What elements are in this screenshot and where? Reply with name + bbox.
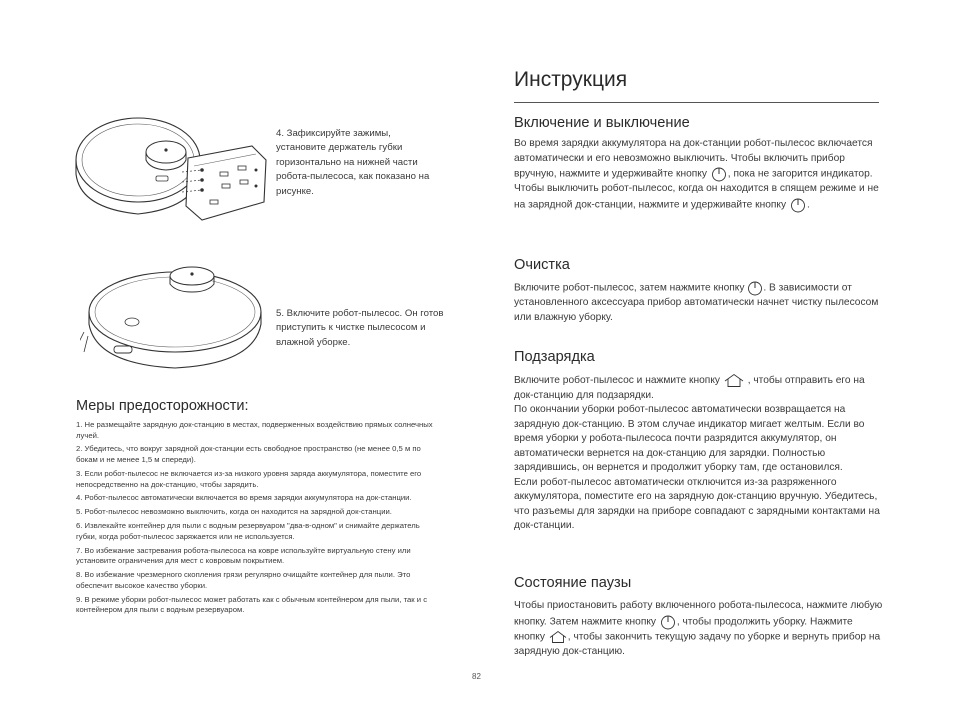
power-button-icon — [659, 614, 677, 630]
precaution-item: 5. Робот-пылесос невозможно выключить, когда он находится на зарядной док-станции. — [76, 507, 392, 517]
precaution-item: 7. Во избежание застревания робота-пылесоса на ковре используйте виртуальную стену или установите ограничения для мест с ковровым покрытием. — [76, 545, 411, 566]
title-divider — [514, 102, 879, 103]
precaution-item: 1. Не размещайте зарядную док-станцию в местах, подверженных воздействию прямых солнечных лучей. — [76, 420, 433, 440]
charge-text-b: , чтобы отправить его на док-станцию для подзарядки. — [514, 375, 865, 401]
power-button-icon — [710, 166, 728, 182]
power-section-text — [514, 137, 884, 213]
charge-text-a: Включите робот-пылесос и нажмите кнопку — [514, 375, 720, 387]
power-button-icon — [747, 280, 763, 296]
power-button-icon — [789, 197, 807, 213]
clean-section-heading: Очистка — [514, 257, 570, 273]
clean-section-text — [514, 280, 884, 325]
clean-text-a: Включите робот-пылесос, затем нажмите кнопку — [514, 282, 745, 294]
page-number: 82 — [472, 672, 481, 681]
precaution-item: 3. Если робот-пылесос не включается из-за низкого уровня заряда аккумулятора, поместите его непосредственно на док-станцию, чтобы зарядить. — [76, 468, 422, 489]
power-text-2c: , пока не загорится индикатор. Чтобы выключить робот-пылесос, когда он находится в спящем режиме и не на зарядной док-станции, нажмите и удерживайте кнопку — [514, 168, 879, 211]
power-section-heading: Включение и выключение — [514, 115, 690, 131]
step-4-text: 4. Зафиксируйте зажимы, установите держатель губки горизонтально на нижней части робота-пылесоса, как показано на рисунке. — [276, 128, 430, 197]
pause-text-a: Чтобы приостановить работу включенного робота-пылесоса, нажмите любую кнопку. Затем нажмите кнопку — [514, 600, 883, 628]
charge-section-heading: Подзарядка — [514, 349, 595, 365]
step-5-text: 5. Включите робот-пылесос. Он готов приступить к чистке пылесосом и влажной уборке. — [276, 308, 444, 348]
robot-vacuum-illustration — [80, 262, 270, 378]
home-button-icon — [723, 373, 745, 388]
precautions-list — [76, 420, 442, 619]
page-title: Инструкция — [514, 68, 628, 91]
power-text-2a: Чтобы включить прибор вручную, нажмите и удерживайте — [514, 152, 845, 180]
power-text-1: Во время зарядки аккумулятора на док-станции робот-пылесос включается автоматически и его невозможно выключить. — [514, 138, 873, 164]
precaution-item: 4. Робот-пылесос автоматически включается во время зарядки аккумулятора на док-станции. — [76, 493, 412, 503]
pause-section-text — [514, 599, 884, 659]
precaution-item: 2. Убедитесь, что вокруг зарядной док-станции есть свободное пространство (не менее 0,5 м по бокам и не менее 1,5 м спереди). — [76, 444, 421, 465]
charge-paragraph-1 — [514, 373, 884, 403]
pause-text-c: , чтобы закончить текущую задачу по уборке и вернуть прибор на зарядную док-станцию. — [514, 631, 881, 657]
charge-paragraph-3: Если робот-пылесос автоматически отключится из-за разряженного аккумулятора, поместите его на зарядную док-станцию вручную. Убедитесь, что разъемы для зарядки на приборе совпадают с зарядными контактами на док-станции. — [514, 476, 880, 532]
precaution-item: 6. Извлекайте контейнер для пыли с водным резервуаром "два-в-одном" и снимайте держатель губки, когда робот-пылесос заряжается или не используется. — [76, 521, 420, 541]
precaution-item: 8. Во избежание чрезмерного скопления грязи регулярно очищайте контейнер для пыли. Это обеспечит высокое качество уборки. — [76, 570, 411, 590]
clean-text-b: . В зависимости от установленного аксессуара прибор автоматически начнет чистку пылесосом или влажную уборку. — [514, 282, 879, 323]
home-button-icon — [548, 630, 568, 644]
precaution-item: 9. В режиме уборки робот-пылесос может работать как с обычным контейнером для пыли, так и с контейнером для пыли с водным резервуаром. — [76, 594, 428, 615]
pause-text-b: , чтобы продолжить уборку. Нажмите кнопку — [514, 616, 853, 643]
charge-paragraph-2: По окончании уборки робот-пылесос автоматически возвращается на зарядную док-станцию. В этом случае индикатор мигает желтым. Если во время уборки у робота-пылесоса почти разрядится аккумулятор, он автоматически вернется на док-станцию для зарядки. Полностью зарядившись, он вернется и продолжит уборку там, где остановился. — [514, 404, 865, 474]
power-text-2b: кнопку — [676, 168, 707, 180]
robot-with-sponge-holder-illustration — [70, 108, 270, 236]
charge-section-text — [514, 373, 884, 534]
precautions-heading: Меры предосторожности: — [76, 398, 249, 414]
pause-section-heading: Состояние паузы — [514, 575, 632, 591]
power-text-2d: . — [806, 199, 810, 211]
